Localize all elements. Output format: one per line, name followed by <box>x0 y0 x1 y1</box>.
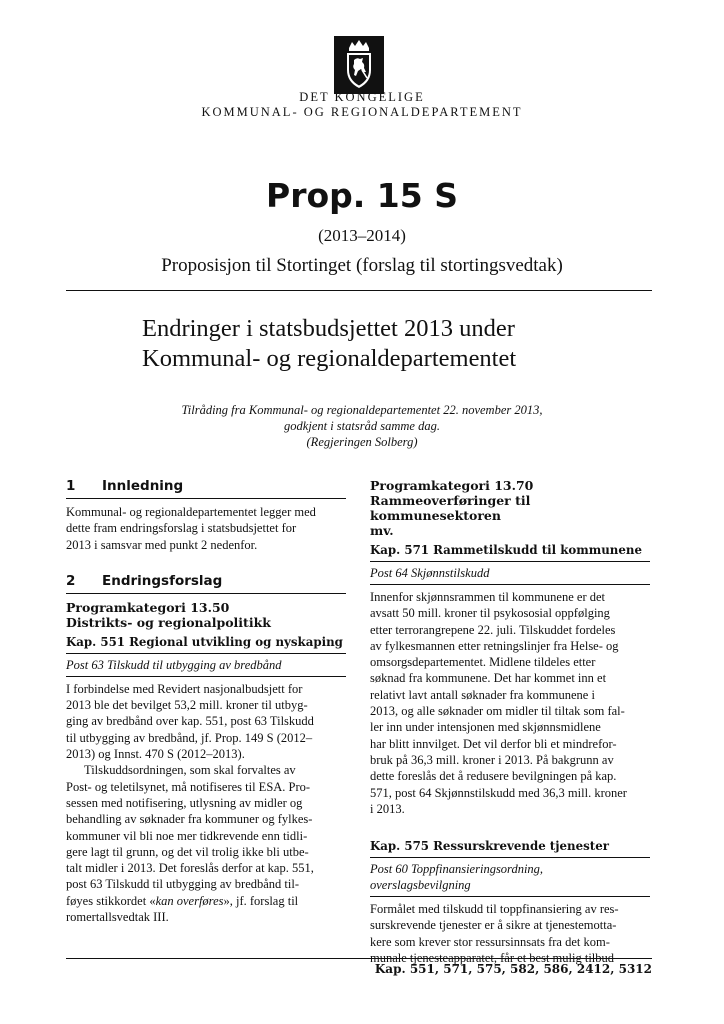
section-title: Innledning <box>102 478 184 494</box>
paragraph-broadband <box>66 681 346 925</box>
text-line: talt midler i 2013. Det foreslås derfor at kap. 551, <box>66 861 314 876</box>
text-line: av fylkesmannen etter retningslinjer fra Helse- og <box>370 638 619 653</box>
proposition-subtitle: Proposisjon til Stortinget (forslag til stortingsvedtak) <box>161 255 563 276</box>
document-title-line2: Kommunal- og regionaldepartementet <box>142 345 517 372</box>
text-line: I forbindelse med Revidert nasjonalbudsjett for <box>66 681 303 696</box>
chapter-heading: Kap. 575 Ressurskrevende tjenester <box>370 839 650 858</box>
department-name-line1: DET KONGELIGE <box>299 90 425 104</box>
text-line: surskrevende tjenester er å sikre at tjenestemotta- <box>370 918 617 933</box>
chapter-heading: Kap. 571 Rammetilskudd til kommunene <box>370 543 650 562</box>
norwegian-coat-of-arms-icon <box>334 36 384 94</box>
text-line: munale tjenesteapparatet, får et best mulig tilbud <box>370 951 615 966</box>
text-line: dette fram endringsforslag i statsbudsjettet for <box>66 521 297 536</box>
document-title <box>142 314 622 374</box>
text-line: 2013, og alle søknader om midler til tiltak som fal- <box>370 704 625 719</box>
section-title: Endringsforslag <box>102 572 223 589</box>
proposition-number: Prop. 15 S <box>266 176 458 215</box>
program-category <box>370 478 650 538</box>
program-category-line: mv. <box>370 523 394 538</box>
left-column <box>66 478 346 925</box>
text-line: behandling av søknader fra kommuner og fylkes- <box>66 812 313 827</box>
text-line: 2013) og Innst. 470 S (2012–2013). <box>66 747 245 762</box>
text-line: Formålet med tilskudd til toppfinansiering av res- <box>370 902 619 917</box>
program-category-line: Distrikts- og regionalpolitikk <box>66 614 271 630</box>
paragraph-skjonnstilskudd <box>370 589 650 817</box>
text-line: i 2013. <box>370 801 405 816</box>
post-heading-line: Post 64 Skjønnstilskudd <box>370 566 490 580</box>
text-line: sessen med notifisering, utlysning av midler og <box>66 795 303 810</box>
program-category-line: Rammeoverføringer til kommunesektoren <box>370 493 531 523</box>
text-line: ler inn under intensjonen med skjønnsmidlene <box>370 720 601 735</box>
program-category-line: Programkategori 13.70 <box>370 478 534 493</box>
chapter-heading: Kap. 551 Regional utvikling og nyskaping <box>66 635 346 654</box>
text-line: relativt lavt antall søknader fra kommunene i <box>370 687 595 702</box>
text-fragment: », jf. forslag til <box>223 893 299 908</box>
approval-line3: (Regjeringen Solberg) <box>306 435 418 449</box>
post-heading-line: Post 60 Toppfinansieringsordning, <box>370 862 544 877</box>
chapter-list-footer: Kap. 551, 571, 575, 582, 586, 2412, 5312 <box>374 962 652 976</box>
text-line: romertallsvedtak III. <box>66 910 169 925</box>
text-line: til utbygging av bredbånd, jf. Prop. 149 S (2012– <box>66 730 313 745</box>
approval-line2: godkjent i statsråd samme dag. <box>284 419 440 433</box>
post-heading-line: overslagsbevilgning <box>370 878 471 893</box>
department-name-line2: KOMMUNAL- OG REGIONALDEPARTEMENT <box>201 105 523 119</box>
text-line: bruk på 36,3 mill. kroner i 2013. På bakgrunn av <box>370 752 614 767</box>
document-title-line1: Endringer i statsbudsjettet 2013 under <box>142 315 515 342</box>
approval-note <box>0 402 724 450</box>
session-years: (2013–2014) <box>318 226 406 245</box>
text-line: 2013 ble det bevilget 53,2 mill. kroner til utbyg- <box>66 698 308 713</box>
program-category <box>66 600 346 630</box>
top-divider <box>66 290 652 291</box>
text-line: Kommunal- og regionaldepartementet legger med <box>66 505 316 519</box>
post-heading-line: Post 63 Tilskudd til utbygging av bredbånd <box>66 657 282 672</box>
text-line: Post- og teletilsynet, må notifiseres til ESA. Pro- <box>66 779 311 794</box>
right-column <box>370 478 650 966</box>
text-line: kere som krever stor ressursinnsats fra det kom- <box>370 934 610 949</box>
program-category-line: Programkategori 13.50 <box>66 599 230 615</box>
text-line: kommuner vil bli noe mer tidkrevende enn tidli- <box>66 828 308 843</box>
text-line: har blitt innvilget. Det vil derfor bli et mindrefor- <box>370 736 617 751</box>
section-heading-endringsforslag <box>66 573 346 594</box>
post-heading <box>370 565 650 585</box>
section-heading-innledning <box>66 478 346 499</box>
text-line <box>66 893 346 909</box>
section-number: 2 <box>66 572 76 589</box>
intro-paragraph <box>66 504 346 553</box>
text-line: gere lagt til grunn, og det vil trolig ikke bli utbe- <box>66 844 309 859</box>
text-fragment: føyes stikkordet « <box>66 893 156 908</box>
text-line: 571, post 64 Skjønnstilskudd med 36,3 mill. kroner <box>370 785 627 800</box>
post-heading <box>66 657 346 677</box>
text-line: avsatt 50 mill. kroner til psykososial oppfølging <box>370 606 610 621</box>
bottom-divider <box>66 958 652 959</box>
text-line: Tilskuddsordningen, som skal forvaltes av <box>84 763 296 778</box>
section-number: 1 <box>66 478 76 494</box>
text-line: dette foreslås det å redusere bevilgningen på kap. <box>370 769 617 784</box>
post-heading <box>370 861 650 897</box>
text-line: søknad fra kommunene. Det har kommet inn et <box>370 671 607 686</box>
text-line: ging av bredbånd over kap. 551, post 63 Tilskudd <box>66 714 314 729</box>
text-line: post 63 Tilskudd til utbygging av bredbånd til- <box>66 877 299 892</box>
text-line: omsorgsdepartementet. Midlene tildeles etter <box>370 655 596 670</box>
text-emphasis: kan overføres <box>155 893 224 908</box>
text-line: etter terrorangrepene 22. juli. Tilskuddet fordeles <box>370 622 616 637</box>
text-line: Innenfor skjønnsrammen til kommunene er det <box>370 590 606 604</box>
paragraph-ressurskrevende <box>370 901 650 966</box>
text-line: 2013 i samsvar med punkt 2 nedenfor. <box>66 537 258 552</box>
approval-line1: Tilråding fra Kommunal- og regionaldepartementet 22. november 2013, <box>181 403 543 417</box>
